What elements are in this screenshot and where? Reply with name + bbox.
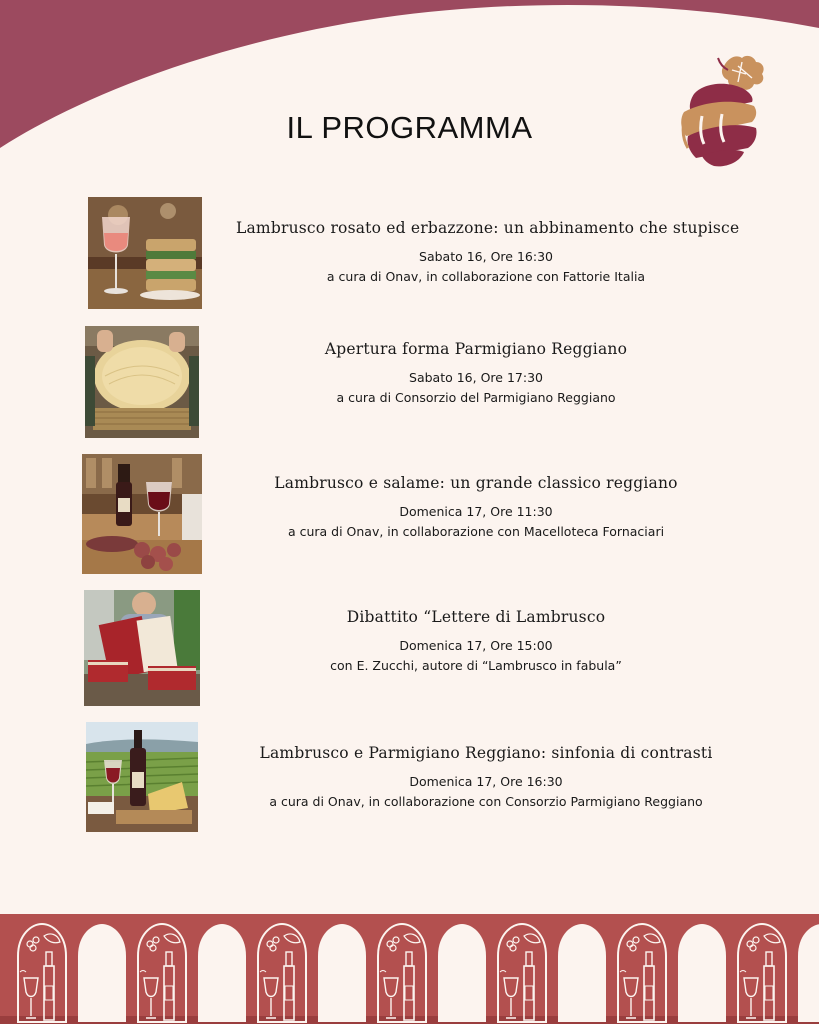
event-organizer: a cura di Consorzio del Parmigiano Reggiano [336, 390, 616, 405]
event-title: Dibattito “Lettere di Lambrusco [346, 608, 606, 626]
event-datetime: Domenica 17, Ore 11:30 [399, 504, 553, 519]
event-photo-vineyard [86, 722, 198, 832]
event-organizer: a cura di Onav, in collaborazione con Consorzio Parmigiano Reggiano [269, 794, 703, 809]
event-organizer: a cura di Onav, in collaborazione con Fattorie Italia [326, 269, 646, 284]
event-title: Lambrusco e salame: un grande classico reggiano [274, 474, 678, 492]
grape-logo-icon [672, 52, 772, 168]
event-datetime: Domenica 17, Ore 15:00 [399, 638, 553, 653]
event-photo-wine-salame [82, 454, 202, 574]
page-title: IL PROGRAMMA [286, 110, 533, 145]
event-title: Lambrusco rosato ed erbazzone: un abbinamento che stupisce [236, 219, 740, 237]
event-title: Apertura forma Parmigiano Reggiano [324, 340, 628, 358]
event-photo-reading [84, 590, 200, 706]
event-photo-parmigiano [85, 326, 199, 438]
event-datetime: Sabato 16, Ore 17:30 [409, 370, 543, 385]
event-organizer: con E. Zucchi, autore di “Lambrusco in fabula” [330, 658, 622, 673]
event-organizer: a cura di Onav, in collaborazione con Macelloteca Fornaciari [287, 524, 665, 539]
footer-arches-decoration [0, 914, 819, 1024]
event-datetime: Domenica 17, Ore 16:30 [409, 774, 563, 789]
event-datetime: Sabato 16, Ore 16:30 [419, 249, 553, 264]
event-title: Lambrusco e Parmigiano Reggiano: sinfonia di contrasti [259, 744, 713, 762]
event-photo-rose-wine [88, 197, 202, 309]
